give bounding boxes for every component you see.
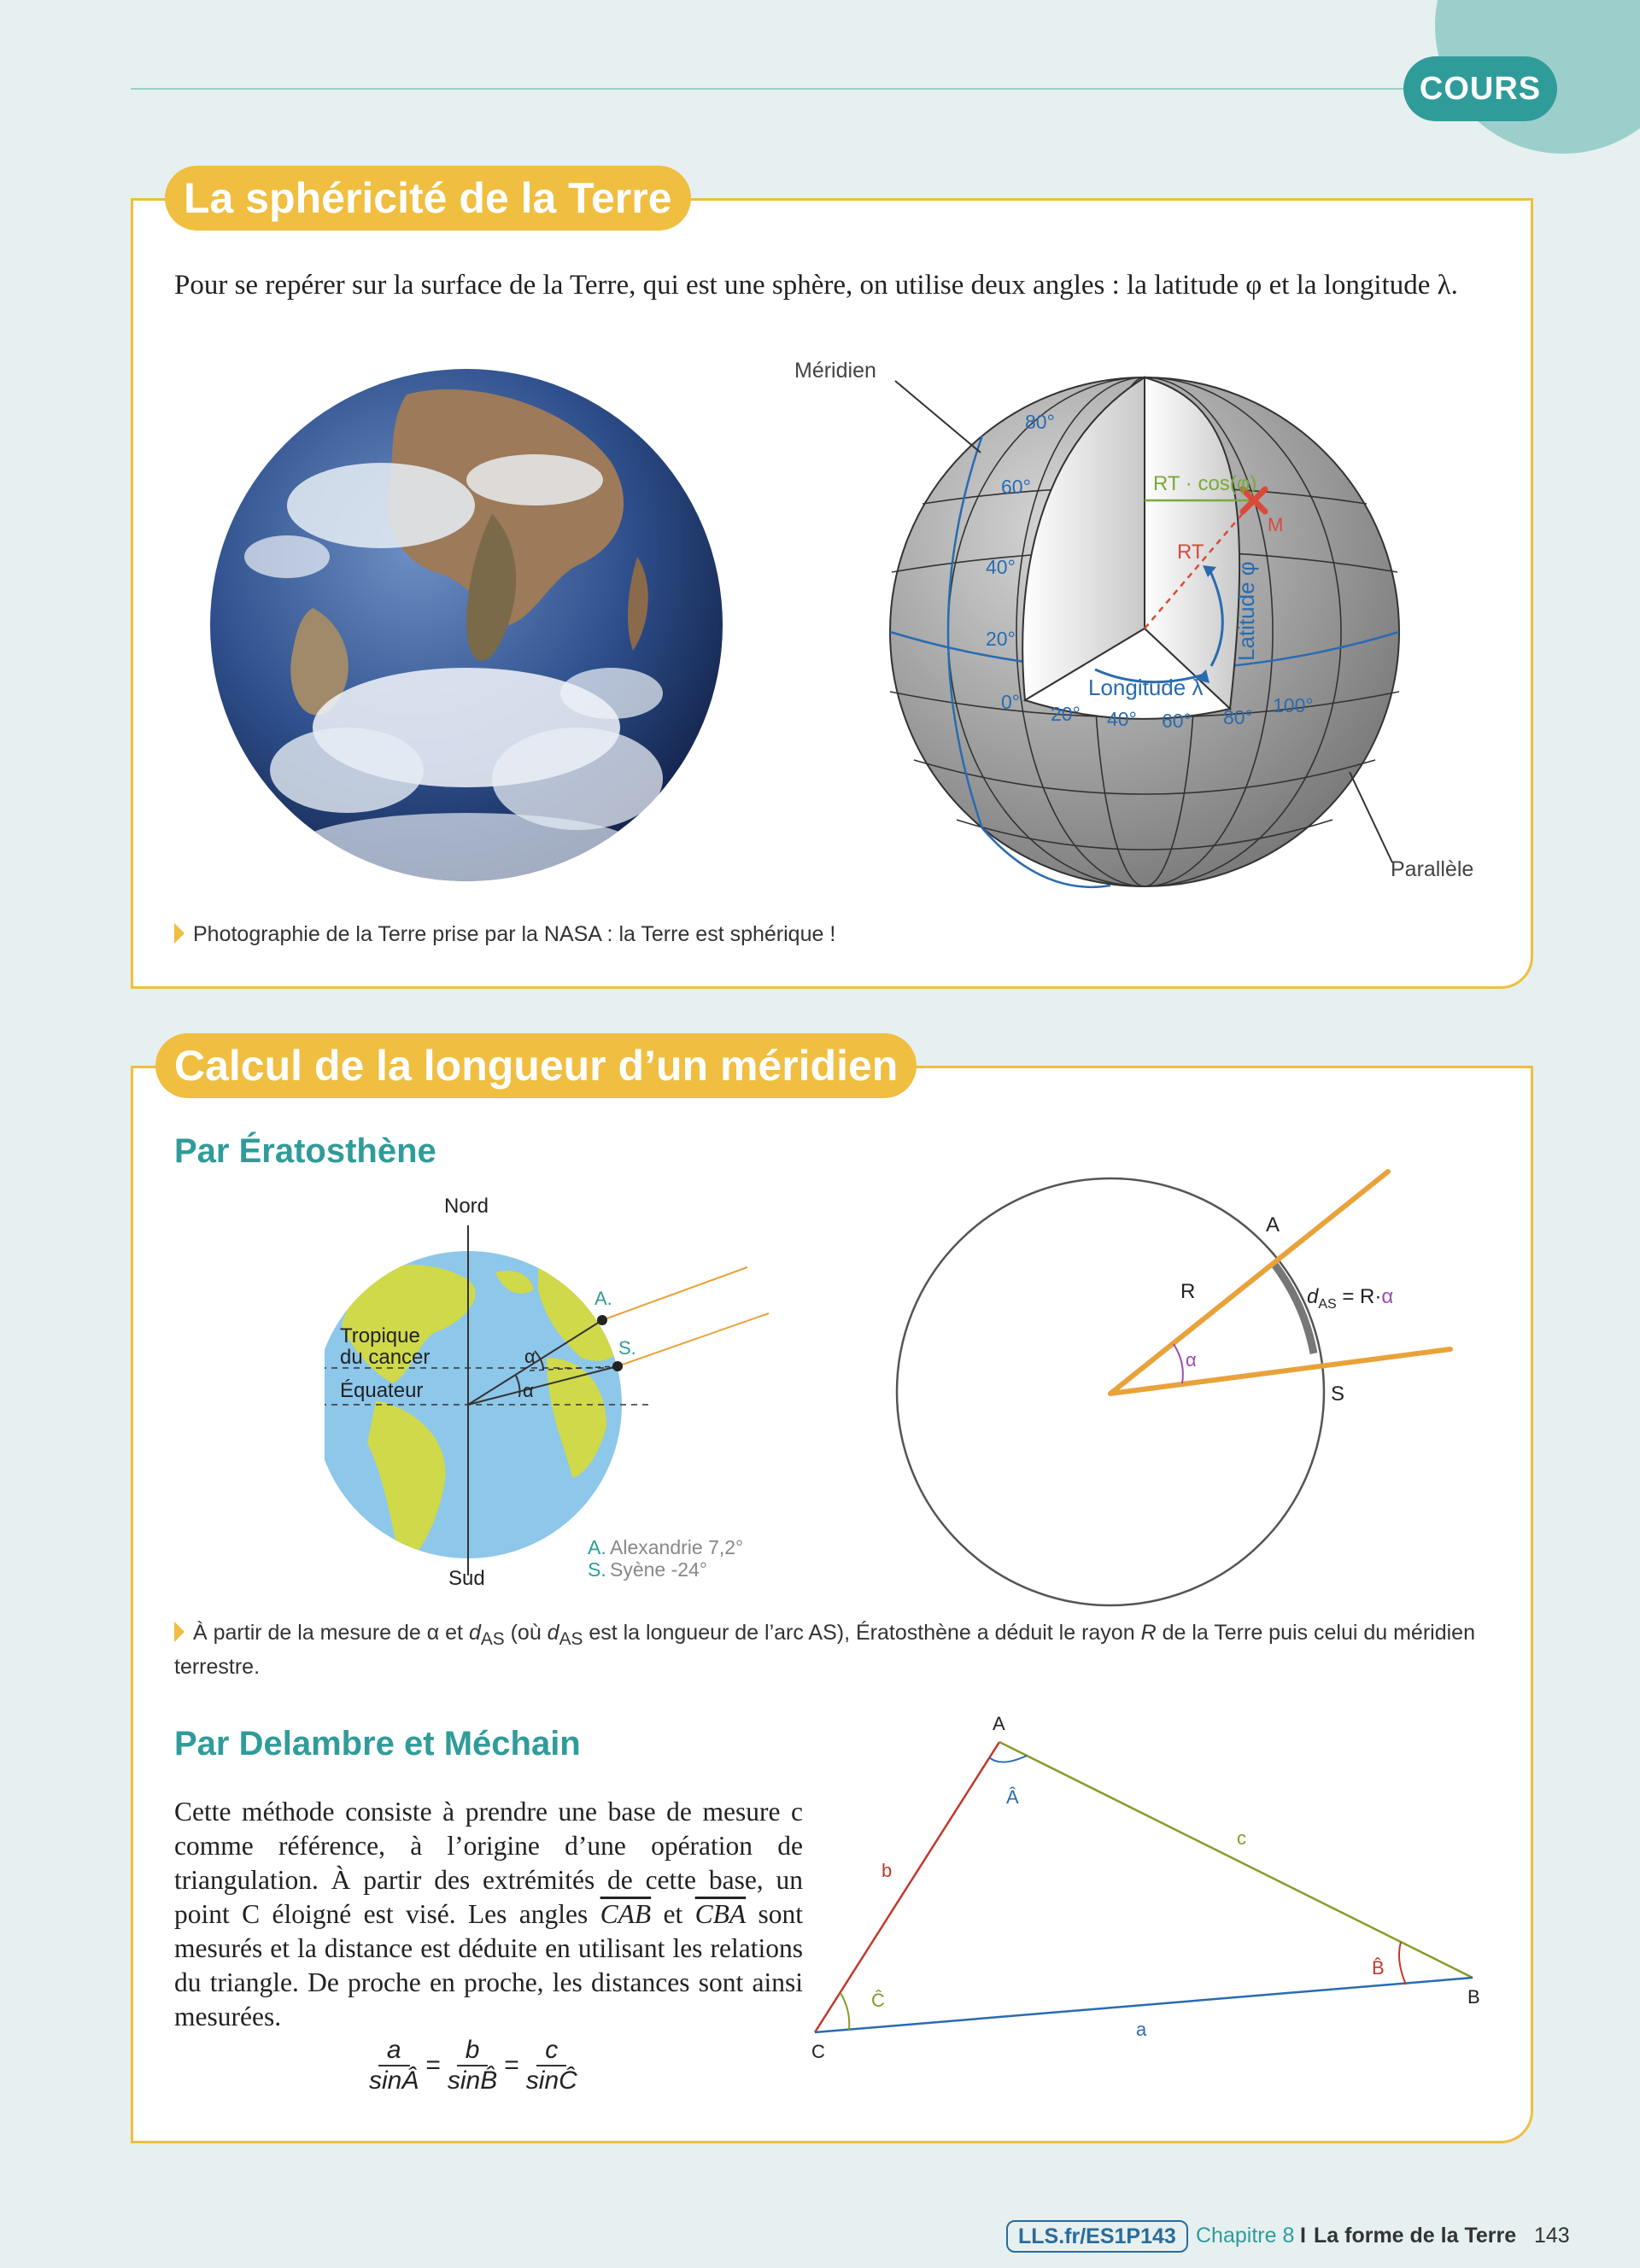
lat-tick-40: 40° (986, 556, 1016, 578)
page-number: 143 (1534, 2224, 1570, 2248)
lat-tick-0: 0° (1001, 691, 1020, 713)
lon-tick-20: 20° (1051, 703, 1081, 725)
circle-point-s: S (1331, 1382, 1345, 1406)
subheading-eratosthene: Par Ératosthène (174, 1132, 436, 1170)
fraction-b-den: sinB̂ (447, 2066, 498, 2095)
triangle-vertex-a: A (993, 1713, 1005, 1734)
lat-tick-80: 80° (1025, 411, 1055, 433)
eratosthenes-earth-diagram (325, 1187, 803, 1597)
lat-tick-60: 60° (1001, 476, 1031, 498)
lon-tick-80: 80° (1223, 706, 1253, 728)
legend-s-text: Syène -24° (610, 1558, 708, 1581)
caption-var-d: d (547, 1621, 559, 1645)
caption-part: À partir de la mesure de α et (193, 1621, 469, 1645)
section-title-sphericity: La sphéricité de la Terre (165, 166, 691, 231)
triangle-angle-c: Ĉ (871, 1990, 885, 2011)
footer-separator: I (1300, 2224, 1306, 2248)
caption-var-r: R (1140, 1621, 1157, 1645)
arc-formula-alpha: α (1381, 1285, 1394, 1308)
triangle-vertex-c: C (811, 2041, 825, 2062)
point-s-label: S. (618, 1337, 636, 1359)
caption-marker-2 (174, 1622, 184, 1642)
fraction-c-num: c (536, 2036, 566, 2066)
parallele-label: Parallèle (1391, 857, 1474, 881)
equals-sign: = (425, 2051, 441, 2079)
angle-cba: $\overline{CBA}$ (694, 1899, 747, 1929)
latitude-label: Latitude φ (1233, 561, 1259, 661)
earth-photo (210, 369, 723, 881)
caption-eratosthene (174, 1619, 1507, 1681)
rt-cos-label: RT · cos(φ) (1153, 472, 1257, 495)
footer-title: La forme de la Terre (1314, 2224, 1517, 2248)
tropique-label-line2: du cancer (340, 1346, 430, 1369)
arc-formula-rest: = R· (1336, 1285, 1382, 1308)
triangle-side-b: b (882, 1860, 893, 1881)
fraction-a (369, 2036, 419, 2096)
lon-tick-100: 100° (1273, 694, 1314, 716)
tropique-label-line1: Tropique (340, 1324, 420, 1347)
arc-formula-sub: AS (1318, 1297, 1337, 1312)
globe-diagram (786, 350, 1486, 897)
caption-part: de la Terre puis celui du méridien terrestre. (174, 1621, 1475, 1679)
fraction-c (526, 2036, 577, 2096)
equals-sign: = (504, 2051, 519, 2079)
body-part: Cette méthode consiste à prendre une base de mesure c comme référence, à l’origine d’une opération de triangulation. À partir des extrémités de cette base, un point C éloigné est visé. Les angles (174, 1797, 803, 1929)
fraction-a-den: sinÂ (369, 2066, 419, 2095)
triangulation-triangle (803, 1708, 1486, 2084)
footer-chapter: Chapitre 8 (1196, 2224, 1295, 2248)
lls-link[interactable]: LLS.fr/ES1P143 (1006, 2220, 1188, 2253)
point-a-label: A. (594, 1288, 612, 1309)
fraction-b-num: b (457, 2036, 489, 2066)
caption-part: est la longueur de l’arc AS), Ératosthène a déduit le rayon (583, 1621, 1141, 1645)
circle-point-a: A (1266, 1213, 1280, 1236)
caption-var-d: d (468, 1621, 481, 1645)
caption-sub-as: AS (559, 1629, 583, 1649)
fraction-b (448, 2036, 497, 2096)
longitude-label: Longitude λ (1088, 675, 1204, 700)
body-part: sont mesurés et la distance est déduite en utilisant les relations du triangle. De proche en proche, les distances sont ainsi mesurées. (174, 1899, 804, 2031)
fraction-c-den: sinĈ (525, 2066, 577, 2095)
point-m-label: M (1268, 514, 1284, 535)
subheading-delambre: Par Delambre et Méchain (174, 1725, 581, 1762)
caption-part: (où (504, 1621, 548, 1645)
circle-alpha: α (1186, 1349, 1197, 1371)
equateur-label: Équateur (340, 1379, 424, 1402)
cours-badge: COURS (1403, 56, 1557, 121)
arc-length-formula (1307, 1285, 1393, 1312)
sud-label: Sud (448, 1567, 485, 1590)
lat-tick-20: 20° (986, 628, 1016, 650)
legend-s-key: S. (588, 1558, 606, 1581)
lon-tick-40: 40° (1107, 708, 1137, 730)
arc-circle-diagram (888, 1161, 1486, 1614)
triangle-side-c: c (1237, 1827, 1246, 1849)
triangle-angle-a: Â (1006, 1786, 1019, 1808)
delambre-body-text (174, 1795, 803, 2034)
nord-label: Nord (444, 1195, 489, 1218)
caption-sub-as: AS (480, 1629, 505, 1649)
law-of-sines-formula (369, 2036, 577, 2096)
legend-a-text: Alexandrie 7,2° (610, 1536, 744, 1558)
triangle-vertex-b: B (1467, 1986, 1480, 2008)
alpha-label-2: α (524, 1346, 536, 1367)
intro-text: Pour se repérer sur la surface de la Terre, qui est une sphère, on utilise deux angles : la latitude φ et la longitude λ. (174, 270, 1458, 301)
top-rule (131, 88, 1463, 90)
alpha-label: α (523, 1380, 534, 1401)
rt-label: RT (1177, 541, 1204, 564)
body-part: et (651, 1899, 695, 1929)
meridien-label: Méridien (794, 359, 876, 383)
circle-radius-label: R (1180, 1280, 1196, 1303)
caption-nasa-text: Photographie de la Terre prise par la NASA : la Terre est sphérique ! (193, 922, 836, 946)
lon-tick-60: 60° (1162, 710, 1192, 732)
triangle-side-a: a (1136, 2019, 1147, 2040)
caption-marker (174, 923, 184, 944)
section-title-meridian: Calcul de la longueur d’un méridien (155, 1033, 917, 1098)
fraction-a-num: a (378, 2036, 410, 2066)
triangle-angle-b: B̂ (1372, 1957, 1385, 1979)
legend-a-key: A. (588, 1536, 606, 1558)
caption-nasa (174, 922, 835, 947)
arc-formula-d: d (1307, 1285, 1319, 1308)
angle-cab: $\overline{CAB}$ (600, 1899, 652, 1929)
